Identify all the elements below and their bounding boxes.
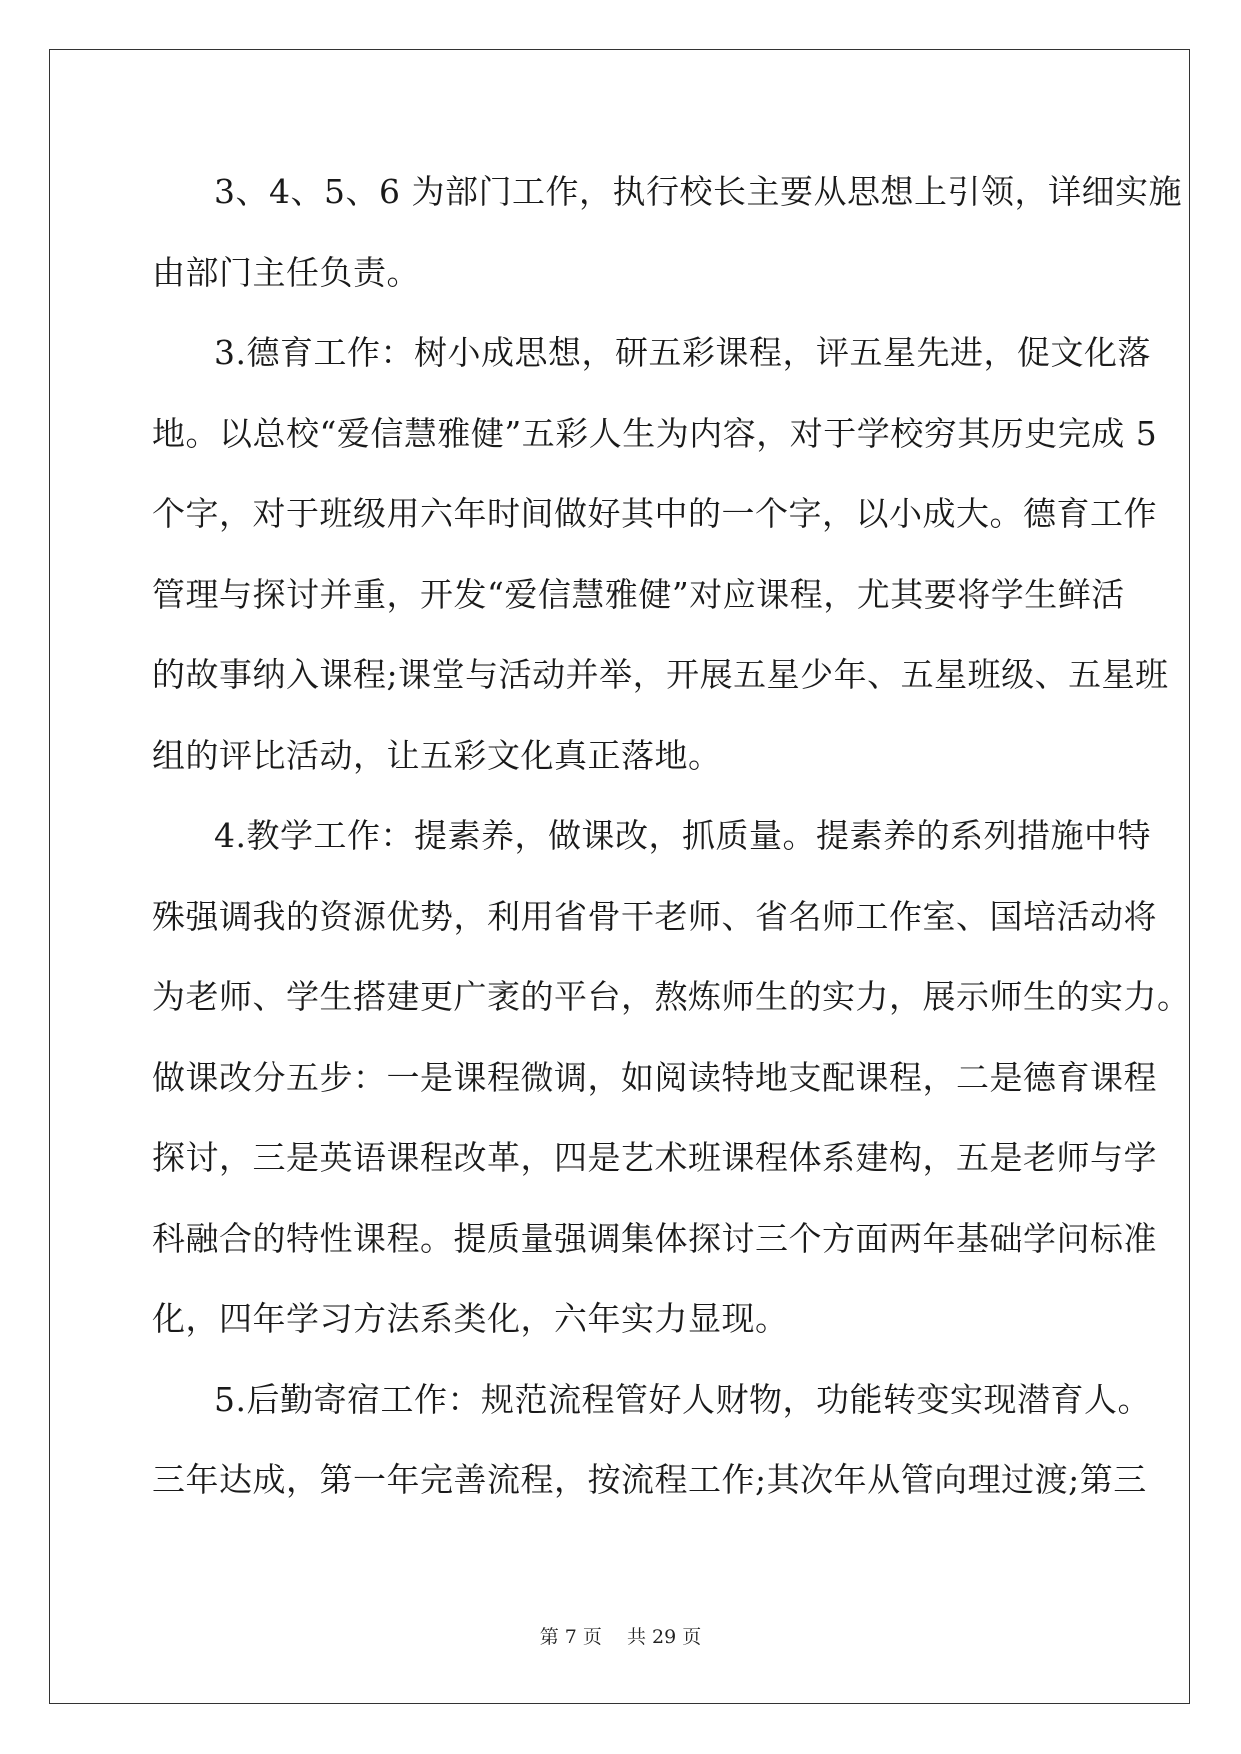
text-line: 地。以总校“爱信慧雅健”五彩人生为内容，对于学校穷其历史完成 5	[152, 413, 1158, 453]
page-number-footer: 第 7 页 共 29 页	[539, 1626, 702, 1648]
text-line: 3、4、5、6 为部门工作，执行校长主要从思想上引领，详细实施	[214, 172, 1182, 211]
text-line: 做课改分五步：一是课程微调，如阅读特地支配课程，二是德育课程	[152, 1057, 1157, 1097]
text-line: 探讨，三是英语课程改革，四是艺术班课程体系建构，五是老师与学	[152, 1138, 1157, 1177]
text-line: 为老师、学生搭建更广袤的平台，熬炼师生的实力，展示师生的实力。	[152, 977, 1191, 1016]
text-line: 科融合的特性课程。提质量强调集体探讨三个方面两年基础学问标准	[152, 1218, 1157, 1258]
text-line: 个字，对于班级用六年时间做好其中的一个字，以小成大。德育工作	[152, 494, 1157, 533]
text-line: 由部门主任负责。	[152, 252, 420, 292]
document-body	[152, 160, 1191, 1529]
text-line: 殊强调我的资源优势，利用省骨干老师、省名师工作室、国培活动将	[152, 896, 1157, 936]
text-line: 的故事纳入课程;课堂与活动并举，开展五星少年、五星班级、五星班	[152, 655, 1169, 694]
text-line: 化，四年学习方法系类化，六年实力显现。	[152, 1299, 789, 1338]
text-line: 3.德育工作：树小成思想，研五彩课程，评五星先进，促文化落	[214, 333, 1151, 372]
text-line: 管理与探讨并重，开发“爱信慧雅健”对应课程，尤其要将学生鲜活	[152, 574, 1125, 614]
text-line: 4.教学工作：提素养，做课改，抓质量。提素养的系列措施中特	[214, 816, 1151, 855]
text-line: 5.后勤寄宿工作：规范流程管好人财物，功能转变实现潜育人。	[214, 1379, 1151, 1419]
text-line: 组的评比活动，让五彩文化真正落地。	[152, 735, 722, 775]
text-line: 三年达成，第一年完善流程，按流程工作;其次年从管向理过渡;第三	[152, 1460, 1147, 1499]
